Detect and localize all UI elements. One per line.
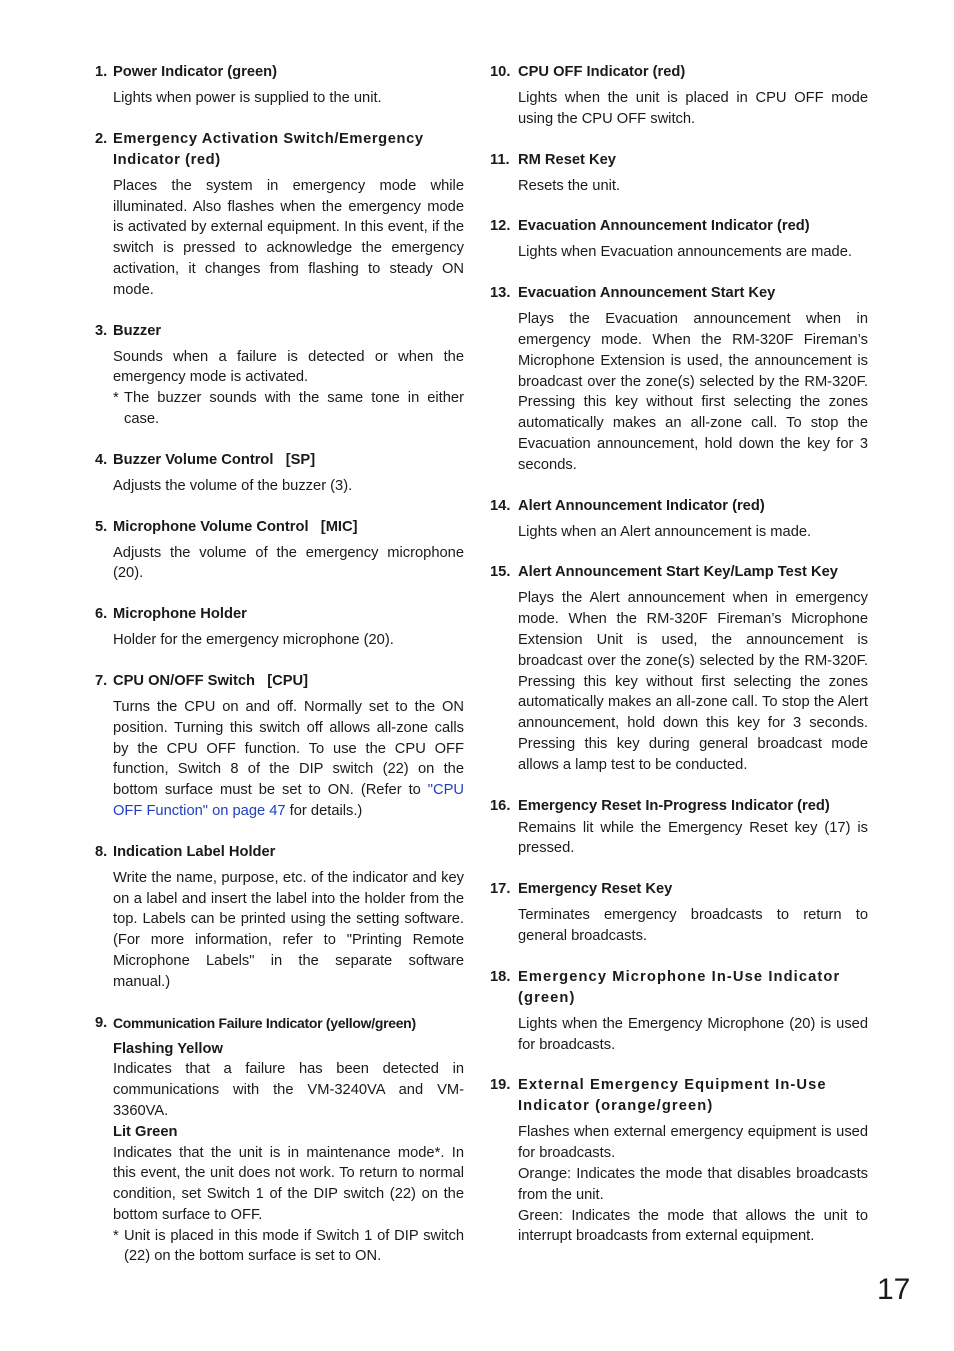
item-number: 1. [95,64,108,80]
item-text: Indicates that a failure has been detected in communications with the VM-3240VA and VM-3360VA. [113,1061,464,1119]
item-number: 12. [490,218,511,235]
item-title: CPU ON/OFF Switch [CPU] [113,672,309,689]
item-text: Places the system in emergency mode while illuminated. Also flashes when the emergency mode is activated by external equipment. In this event, if the switch is pressed to acknowledge the emergency activation, it changes from flashing to steady ON mode. [113,177,464,298]
note-marker: * [113,390,119,407]
item-text-start: Turns the CPU on and off. Normally set to the ON position. Turning this switch off allows all-zone calls by the CPU OFF function. To use the CPU OFF function, Switch 8 of the DIP switch (22) on the bottom surface must be set to ON. (Refer to [113,698,464,799]
item-19 [490,1075,868,1247]
item-subheading: Flashing Yellow [113,1040,223,1057]
item-title: Microphone Holder [113,606,247,623]
item-title: Power Indicator (green) [113,64,278,80]
item-text: Lights when an Alert announcement is made. [518,523,812,540]
item-number: 9. [95,1014,108,1031]
item-text: Resets the unit. [518,177,621,194]
item-title: External Emergency Equipment In-Use Indicator (orange/green) [518,1077,827,1115]
item-number: 15. [490,564,511,581]
item-number: 6. [95,606,108,623]
item-number: 5. [95,518,108,535]
item-number: 19. [490,1077,511,1094]
item-number: 2. [95,130,108,147]
item-9 [95,1013,464,1268]
item-title: Microphone Volume Control [MIC] [113,518,358,535]
item-18 [490,967,868,1056]
item-text: Terminates emergency broadcasts to return to general broadcasts. [518,907,868,944]
item-title: Emergency Reset In-Progress Indicator (red) [518,797,830,814]
page-number: 17 [877,1273,911,1306]
item-12 [490,216,868,263]
item-11 [490,150,868,197]
item-title: Alert Announcement Start Key/Lamp Test Key [518,564,838,581]
left-column [95,62,464,1287]
item-text: Sounds when a failure is detected or when the emergency mode is activated. [113,348,464,386]
item-14 [490,496,868,543]
note-marker: * [113,1227,119,1244]
item-number: 18. [490,968,511,985]
item-7 [95,671,464,822]
item-number: 13. [490,285,511,302]
item-title: RM Reset Key [518,151,616,168]
item-number: 11. [490,151,510,168]
item-17 [490,879,868,947]
item-note [113,388,464,430]
item-4 [95,450,464,497]
item-text: Lights when the unit is placed in CPU OFF mode using the CPU OFF switch. [518,90,868,127]
item-6 [95,604,464,651]
item-1 [95,62,464,109]
item-text-end: for details.) [285,802,363,819]
item-number: 14. [490,497,511,514]
item-note [113,1226,464,1268]
right-column [490,62,868,1267]
item-text: Remains lit while the Emergency Reset key (17) is pressed. [518,819,868,857]
item-text: Flashes when external emergency equipment is used for broadcasts. [518,1124,868,1162]
item-2 [95,129,464,301]
item-text: Lights when power is supplied to the unit. [113,90,382,106]
item-text: Lights when the Emergency Microphone (20) is used for broadcasts. [518,1015,868,1053]
item-number: 16. [490,797,511,814]
item-16 [490,796,868,860]
item-title: CPU OFF Indicator (red) [518,64,686,80]
item-text: Plays the Evacuation announcement when in emergency mode. When the RM-320F Fireman’s Microphone Extension is used, the announcement is broadcast over the zone(s) selected by the RM-320F. Pressing this key without first selecting the zones automatically makes an all-zone call. To stop the Evacuation announcement, hold down the key for 3 seconds. [518,311,868,473]
item-5 [95,517,464,585]
item-text: Adjusts the volume of the buzzer (3). [113,477,353,494]
item-title: Emergency Reset Key [518,881,673,898]
item-13 [490,283,868,475]
item-number: 4. [95,451,108,468]
item-title: Indication Label Holder [113,843,276,860]
item-text: Holder for the emergency microphone (20). [113,632,394,649]
item-8 [95,842,464,993]
item-text-green: Green: Indicates the mode that allows the unit to interrupt broadcasts from external equipment. [518,1207,868,1245]
item-number: 10. [490,64,511,80]
item-title: Communication Failure Indicator (yellow/green) [113,1014,416,1031]
item-title: Evacuation Announcement Indicator (red) [518,218,810,235]
cross-reference-link[interactable]: "CPU OFF Function" on page 47 [113,782,464,819]
note-text: Unit is placed in this mode if Switch 1 of DIP switch (22) on the bottom surface is set to ON. [124,1227,464,1265]
item-subheading: Lit Green [113,1123,178,1140]
item-text: Adjusts the volume of the emergency microphone (20). [113,544,464,582]
note-text: The buzzer sounds with the same tone in either case. [124,390,464,427]
item-text: Plays the Alert announcement when in emergency mode. When the RM-320F Fireman’s Microphone Extension Unit is used, the announcement is broadcast over the zone(s) selected by the RM-320F. Pressing this key without first selecting the zones automatically makes an all-zone call. To stop the Alert announcement, hold down this key for 3 seconds. Pressing this key during general broadcast mode allows a lamp test to be conducted. [518,590,868,773]
item-3 [95,321,464,430]
item-text: Indicates that the unit is in maintenance mode*. In this event, the unit does not work. To return to normal condition, set Switch 1 of the DIP switch (22) on the bottom surface to OFF. [113,1144,464,1223]
item-number: 7. [95,672,108,689]
item-title: Buzzer Volume Control [SP] [113,451,316,468]
item-number: 3. [95,322,108,339]
item-text-orange: Orange: Indicates the mode that disables broadcasts from the unit. [518,1165,868,1203]
item-text: Lights when Evacuation announcements are made. [518,244,852,261]
item-text: Write the name, purpose, etc. of the indicator and key on a label and insert the label into the holder from the top. Labels can be printed using the setting software. (For more information, refer to "Printing Remote Microphone Labels" in the separate software manual.) [113,869,464,990]
item-title: Emergency Microphone In-Use Indicator (green) [518,968,841,1006]
item-10 [490,62,868,130]
item-title: Alert Announcement Indicator (red) [518,497,765,514]
item-text [113,697,464,822]
item-title: Emergency Activation Switch/Emergency Indicator (red) [113,130,424,168]
item-number: 17. [490,881,511,898]
item-title: Buzzer [113,322,162,339]
item-15 [490,562,868,775]
item-title: Evacuation Announcement Start Key [518,285,776,302]
item-number: 8. [95,843,108,860]
